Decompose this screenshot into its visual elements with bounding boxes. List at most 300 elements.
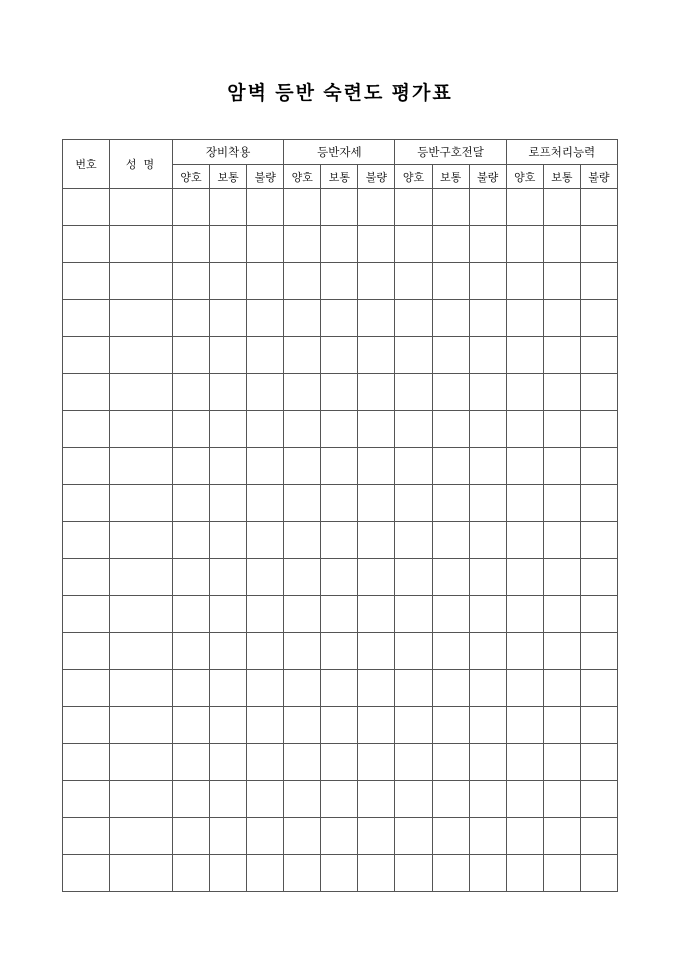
cell-rating[interactable] <box>580 670 617 707</box>
cell-rating[interactable] <box>284 263 321 300</box>
cell-rating[interactable] <box>543 485 580 522</box>
table-row <box>63 818 618 855</box>
column-subheader-equipment-poor: 불량 <box>247 165 284 189</box>
cell-name[interactable] <box>110 226 173 263</box>
cell-rating[interactable] <box>469 411 506 448</box>
table-row <box>63 189 618 226</box>
cell-number[interactable] <box>63 411 110 448</box>
cell-number[interactable] <box>63 559 110 596</box>
cell-rating[interactable] <box>543 263 580 300</box>
cell-rating[interactable] <box>432 411 469 448</box>
cell-rating[interactable] <box>580 300 617 337</box>
cell-rating[interactable] <box>173 670 210 707</box>
cell-rating[interactable] <box>506 337 543 374</box>
cell-rating[interactable] <box>432 337 469 374</box>
cell-number[interactable] <box>63 670 110 707</box>
column-subheader-signal-poor: 불량 <box>469 165 506 189</box>
cell-rating[interactable] <box>432 300 469 337</box>
cell-rating[interactable] <box>580 707 617 744</box>
cell-rating[interactable] <box>506 485 543 522</box>
cell-rating[interactable] <box>580 559 617 596</box>
cell-number[interactable] <box>63 189 110 226</box>
cell-rating[interactable] <box>173 633 210 670</box>
cell-rating[interactable] <box>284 855 321 892</box>
cell-rating[interactable] <box>284 818 321 855</box>
cell-name[interactable] <box>110 411 173 448</box>
cell-number[interactable] <box>63 300 110 337</box>
cell-rating[interactable] <box>247 818 284 855</box>
cell-number[interactable] <box>63 633 110 670</box>
table-row <box>63 744 618 781</box>
cell-rating[interactable] <box>210 337 247 374</box>
cell-rating[interactable] <box>543 337 580 374</box>
cell-number[interactable] <box>63 596 110 633</box>
cell-rating[interactable] <box>432 670 469 707</box>
cell-name[interactable] <box>110 818 173 855</box>
cell-rating[interactable] <box>358 374 395 411</box>
cell-rating[interactable] <box>321 781 358 818</box>
cell-rating[interactable] <box>506 707 543 744</box>
column-subheader-rope-poor: 불량 <box>580 165 617 189</box>
cell-rating[interactable] <box>395 633 432 670</box>
cell-rating[interactable] <box>247 707 284 744</box>
cell-rating[interactable] <box>210 374 247 411</box>
cell-rating[interactable] <box>210 818 247 855</box>
cell-rating[interactable] <box>543 189 580 226</box>
cell-rating[interactable] <box>321 559 358 596</box>
cell-number[interactable] <box>63 744 110 781</box>
cell-name[interactable] <box>110 263 173 300</box>
cell-rating[interactable] <box>247 411 284 448</box>
cell-rating[interactable] <box>543 781 580 818</box>
cell-rating[interactable] <box>469 596 506 633</box>
column-subheader-rope-good: 양호 <box>506 165 543 189</box>
cell-rating[interactable] <box>173 707 210 744</box>
cell-rating[interactable] <box>432 522 469 559</box>
cell-rating[interactable] <box>358 485 395 522</box>
cell-rating[interactable] <box>469 522 506 559</box>
cell-rating[interactable] <box>580 226 617 263</box>
cell-rating[interactable] <box>321 374 358 411</box>
cell-rating[interactable] <box>395 448 432 485</box>
cell-rating[interactable] <box>247 485 284 522</box>
cell-rating[interactable] <box>247 596 284 633</box>
cell-rating[interactable] <box>358 300 395 337</box>
cell-rating[interactable] <box>358 707 395 744</box>
table-header-row-groups <box>63 140 618 165</box>
cell-rating[interactable] <box>284 485 321 522</box>
cell-rating[interactable] <box>321 189 358 226</box>
cell-rating[interactable] <box>284 337 321 374</box>
cell-rating[interactable] <box>543 596 580 633</box>
evaluation-table-container <box>62 139 618 892</box>
cell-number[interactable] <box>63 522 110 559</box>
cell-rating[interactable] <box>506 448 543 485</box>
cell-rating[interactable] <box>432 633 469 670</box>
column-group-header-equipment: 장비착용 <box>173 140 284 165</box>
cell-rating[interactable] <box>321 337 358 374</box>
cell-rating[interactable] <box>247 337 284 374</box>
cell-rating[interactable] <box>284 189 321 226</box>
cell-rating[interactable] <box>173 337 210 374</box>
cell-rating[interactable] <box>358 744 395 781</box>
cell-rating[interactable] <box>321 411 358 448</box>
cell-number[interactable] <box>63 226 110 263</box>
column-subheader-signal-fair: 보통 <box>432 165 469 189</box>
cell-rating[interactable] <box>543 855 580 892</box>
cell-rating[interactable] <box>358 411 395 448</box>
cell-rating[interactable] <box>284 596 321 633</box>
cell-rating[interactable] <box>469 300 506 337</box>
cell-rating[interactable] <box>506 226 543 263</box>
cell-rating[interactable] <box>358 633 395 670</box>
cell-rating[interactable] <box>284 411 321 448</box>
cell-name[interactable] <box>110 596 173 633</box>
cell-rating[interactable] <box>432 818 469 855</box>
cell-rating[interactable] <box>358 337 395 374</box>
table-row <box>63 855 618 892</box>
cell-rating[interactable] <box>506 300 543 337</box>
cell-rating[interactable] <box>321 448 358 485</box>
page-title: 암벽 등반 숙련도 평가표 <box>227 83 453 104</box>
cell-rating[interactable] <box>395 337 432 374</box>
cell-rating[interactable] <box>580 633 617 670</box>
cell-rating[interactable] <box>284 374 321 411</box>
cell-rating[interactable] <box>247 448 284 485</box>
cell-rating[interactable] <box>210 781 247 818</box>
cell-name[interactable] <box>110 744 173 781</box>
cell-rating[interactable] <box>395 781 432 818</box>
cell-rating[interactable] <box>395 707 432 744</box>
cell-name[interactable] <box>110 522 173 559</box>
table-row <box>63 707 618 744</box>
cell-rating[interactable] <box>358 522 395 559</box>
cell-rating[interactable] <box>469 189 506 226</box>
cell-rating[interactable] <box>284 226 321 263</box>
cell-rating[interactable] <box>321 485 358 522</box>
cell-rating[interactable] <box>395 670 432 707</box>
cell-rating[interactable] <box>247 226 284 263</box>
cell-rating[interactable] <box>210 448 247 485</box>
cell-rating[interactable] <box>506 374 543 411</box>
cell-rating[interactable] <box>247 633 284 670</box>
table-body <box>63 189 618 892</box>
cell-rating[interactable] <box>580 263 617 300</box>
evaluation-table <box>62 139 618 892</box>
cell-rating[interactable] <box>358 263 395 300</box>
cell-rating[interactable] <box>210 189 247 226</box>
cell-rating[interactable] <box>543 448 580 485</box>
cell-rating[interactable] <box>543 226 580 263</box>
cell-rating[interactable] <box>395 522 432 559</box>
cell-rating[interactable] <box>247 559 284 596</box>
cell-rating[interactable] <box>358 596 395 633</box>
cell-rating[interactable] <box>506 559 543 596</box>
cell-rating[interactable] <box>210 633 247 670</box>
cell-rating[interactable] <box>580 818 617 855</box>
cell-rating[interactable] <box>432 189 469 226</box>
cell-rating[interactable] <box>321 707 358 744</box>
cell-rating[interactable] <box>284 300 321 337</box>
cell-name[interactable] <box>110 781 173 818</box>
table-row <box>63 263 618 300</box>
cell-name[interactable] <box>110 189 173 226</box>
cell-rating[interactable] <box>173 189 210 226</box>
cell-rating[interactable] <box>321 855 358 892</box>
cell-number[interactable] <box>63 485 110 522</box>
cell-rating[interactable] <box>321 633 358 670</box>
table-row <box>63 596 618 633</box>
cell-rating[interactable] <box>395 596 432 633</box>
cell-name[interactable] <box>110 300 173 337</box>
cell-number[interactable] <box>63 818 110 855</box>
cell-name[interactable] <box>110 707 173 744</box>
table-row <box>63 670 618 707</box>
table-row <box>63 411 618 448</box>
cell-rating[interactable] <box>432 781 469 818</box>
cell-rating[interactable] <box>395 818 432 855</box>
cell-rating[interactable] <box>395 855 432 892</box>
cell-rating[interactable] <box>358 559 395 596</box>
cell-rating[interactable] <box>580 374 617 411</box>
table-row <box>63 522 618 559</box>
column-group-header-posture: 등반자세 <box>284 140 395 165</box>
cell-rating[interactable] <box>321 263 358 300</box>
cell-rating[interactable] <box>469 559 506 596</box>
cell-rating[interactable] <box>580 855 617 892</box>
table-row <box>63 485 618 522</box>
cell-rating[interactable] <box>358 448 395 485</box>
cell-name[interactable] <box>110 559 173 596</box>
cell-rating[interactable] <box>247 781 284 818</box>
cell-rating[interactable] <box>469 374 506 411</box>
cell-rating[interactable] <box>543 559 580 596</box>
cell-rating[interactable] <box>284 633 321 670</box>
cell-rating[interactable] <box>432 707 469 744</box>
table-row <box>63 633 618 670</box>
cell-rating[interactable] <box>543 670 580 707</box>
cell-rating[interactable] <box>506 522 543 559</box>
cell-number[interactable] <box>63 337 110 374</box>
cell-rating[interactable] <box>247 522 284 559</box>
cell-rating[interactable] <box>395 189 432 226</box>
cell-rating[interactable] <box>173 263 210 300</box>
cell-rating[interactable] <box>506 596 543 633</box>
cell-rating[interactable] <box>432 559 469 596</box>
cell-rating[interactable] <box>469 855 506 892</box>
cell-number[interactable] <box>63 263 110 300</box>
cell-name[interactable] <box>110 633 173 670</box>
cell-rating[interactable] <box>506 781 543 818</box>
cell-name[interactable] <box>110 855 173 892</box>
cell-rating[interactable] <box>173 855 210 892</box>
cell-rating[interactable] <box>321 670 358 707</box>
cell-rating[interactable] <box>210 855 247 892</box>
cell-rating[interactable] <box>284 781 321 818</box>
cell-rating[interactable] <box>432 263 469 300</box>
cell-rating[interactable] <box>173 522 210 559</box>
table-row <box>63 300 618 337</box>
cell-rating[interactable] <box>580 485 617 522</box>
cell-rating[interactable] <box>580 411 617 448</box>
cell-rating[interactable] <box>247 374 284 411</box>
cell-rating[interactable] <box>469 707 506 744</box>
cell-rating[interactable] <box>173 300 210 337</box>
cell-rating[interactable] <box>358 818 395 855</box>
cell-rating[interactable] <box>247 189 284 226</box>
cell-rating[interactable] <box>580 337 617 374</box>
cell-rating[interactable] <box>506 818 543 855</box>
cell-rating[interactable] <box>210 300 247 337</box>
cell-rating[interactable] <box>506 744 543 781</box>
cell-rating[interactable] <box>432 744 469 781</box>
cell-number[interactable] <box>63 448 110 485</box>
cell-rating[interactable] <box>210 485 247 522</box>
cell-rating[interactable] <box>358 189 395 226</box>
cell-rating[interactable] <box>210 559 247 596</box>
cell-rating[interactable] <box>358 855 395 892</box>
cell-rating[interactable] <box>210 744 247 781</box>
cell-rating[interactable] <box>432 374 469 411</box>
cell-rating[interactable] <box>469 781 506 818</box>
cell-rating[interactable] <box>469 744 506 781</box>
cell-rating[interactable] <box>173 818 210 855</box>
cell-rating[interactable] <box>543 374 580 411</box>
cell-rating[interactable] <box>506 670 543 707</box>
cell-rating[interactable] <box>284 670 321 707</box>
cell-rating[interactable] <box>321 596 358 633</box>
cell-name[interactable] <box>110 374 173 411</box>
cell-rating[interactable] <box>506 189 543 226</box>
cell-rating[interactable] <box>284 522 321 559</box>
cell-rating[interactable] <box>358 226 395 263</box>
cell-rating[interactable] <box>321 300 358 337</box>
cell-rating[interactable] <box>321 818 358 855</box>
cell-rating[interactable] <box>247 744 284 781</box>
cell-rating[interactable] <box>469 485 506 522</box>
cell-rating[interactable] <box>247 263 284 300</box>
cell-rating[interactable] <box>173 485 210 522</box>
cell-rating[interactable] <box>580 596 617 633</box>
cell-rating[interactable] <box>395 411 432 448</box>
cell-rating[interactable] <box>395 559 432 596</box>
cell-rating[interactable] <box>432 485 469 522</box>
cell-name[interactable] <box>110 670 173 707</box>
cell-rating[interactable] <box>395 263 432 300</box>
cell-rating[interactable] <box>432 448 469 485</box>
column-subheader-posture-poor: 불량 <box>358 165 395 189</box>
cell-rating[interactable] <box>580 781 617 818</box>
cell-name[interactable] <box>110 448 173 485</box>
cell-rating[interactable] <box>247 670 284 707</box>
cell-rating[interactable] <box>247 855 284 892</box>
cell-rating[interactable] <box>284 559 321 596</box>
cell-name[interactable] <box>110 337 173 374</box>
column-subheader-signal-good: 양호 <box>395 165 432 189</box>
cell-rating[interactable] <box>284 744 321 781</box>
column-subheader-rope-fair: 보통 <box>543 165 580 189</box>
cell-rating[interactable] <box>173 559 210 596</box>
cell-number[interactable] <box>63 707 110 744</box>
cell-rating[interactable] <box>358 781 395 818</box>
cell-rating[interactable] <box>469 818 506 855</box>
cell-rating[interactable] <box>469 337 506 374</box>
column-group-header-rope: 로프처리능력 <box>506 140 617 165</box>
table-row <box>63 559 618 596</box>
cell-rating[interactable] <box>173 411 210 448</box>
cell-rating[interactable] <box>543 707 580 744</box>
cell-rating[interactable] <box>173 226 210 263</box>
cell-rating[interactable] <box>210 522 247 559</box>
cell-rating[interactable] <box>173 744 210 781</box>
cell-rating[interactable] <box>358 670 395 707</box>
cell-rating[interactable] <box>469 670 506 707</box>
cell-rating[interactable] <box>210 411 247 448</box>
cell-rating[interactable] <box>247 300 284 337</box>
cell-rating[interactable] <box>173 374 210 411</box>
cell-rating[interactable] <box>432 596 469 633</box>
cell-rating[interactable] <box>432 226 469 263</box>
cell-rating[interactable] <box>580 744 617 781</box>
table-row <box>63 781 618 818</box>
cell-rating[interactable] <box>506 633 543 670</box>
cell-rating[interactable] <box>506 855 543 892</box>
cell-rating[interactable] <box>469 633 506 670</box>
cell-rating[interactable] <box>395 744 432 781</box>
cell-number[interactable] <box>63 781 110 818</box>
cell-rating[interactable] <box>543 522 580 559</box>
cell-rating[interactable] <box>543 300 580 337</box>
cell-rating[interactable] <box>543 411 580 448</box>
cell-rating[interactable] <box>469 448 506 485</box>
cell-rating[interactable] <box>580 522 617 559</box>
cell-number[interactable] <box>63 855 110 892</box>
cell-rating[interactable] <box>284 707 321 744</box>
cell-rating[interactable] <box>543 633 580 670</box>
cell-rating[interactable] <box>173 448 210 485</box>
cell-rating[interactable] <box>469 226 506 263</box>
cell-rating[interactable] <box>395 485 432 522</box>
cell-rating[interactable] <box>395 300 432 337</box>
cell-rating[interactable] <box>395 226 432 263</box>
cell-rating[interactable] <box>173 596 210 633</box>
cell-number[interactable] <box>63 374 110 411</box>
cell-rating[interactable] <box>210 596 247 633</box>
cell-rating[interactable] <box>284 448 321 485</box>
cell-rating[interactable] <box>469 263 506 300</box>
cell-rating[interactable] <box>506 263 543 300</box>
cell-rating[interactable] <box>210 670 247 707</box>
cell-rating[interactable] <box>210 226 247 263</box>
cell-rating[interactable] <box>506 411 543 448</box>
cell-rating[interactable] <box>321 522 358 559</box>
cell-rating[interactable] <box>580 189 617 226</box>
column-subheader-equipment-good: 양호 <box>173 165 210 189</box>
cell-rating[interactable] <box>321 744 358 781</box>
cell-rating[interactable] <box>543 744 580 781</box>
table-row <box>63 374 618 411</box>
cell-rating[interactable] <box>580 448 617 485</box>
cell-rating[interactable] <box>321 226 358 263</box>
cell-name[interactable] <box>110 485 173 522</box>
cell-rating[interactable] <box>173 781 210 818</box>
table-row <box>63 337 618 374</box>
cell-rating[interactable] <box>543 818 580 855</box>
cell-rating[interactable] <box>210 707 247 744</box>
cell-rating[interactable] <box>432 855 469 892</box>
cell-rating[interactable] <box>395 374 432 411</box>
cell-rating[interactable] <box>210 263 247 300</box>
